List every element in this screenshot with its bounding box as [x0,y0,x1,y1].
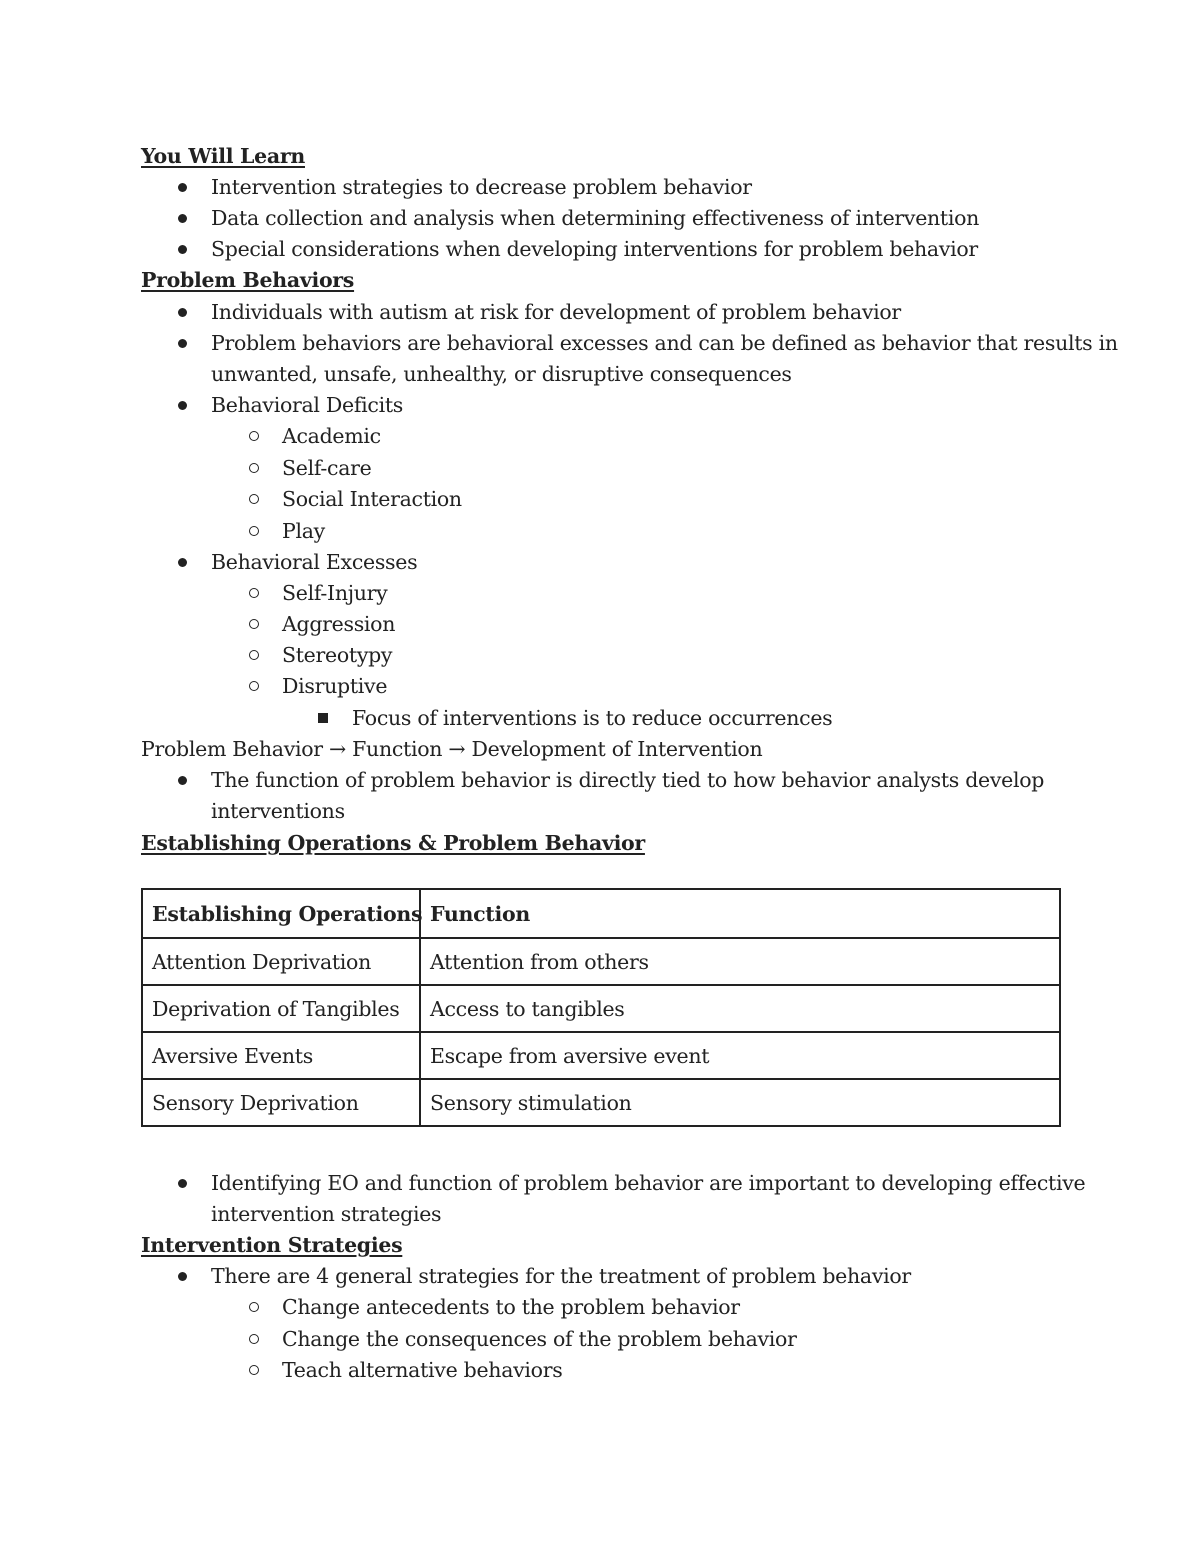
sub-list-item: Social Interaction [282,487,462,511]
list-item: Intervention strategies to decrease problem behavior [211,175,752,199]
bullet-disc-icon [178,558,187,567]
list-item: Behavioral Deficits [211,393,404,417]
list-item-continuation: unwanted, unsafe, unhealthy, or disruptive consequences [211,362,792,386]
sub-list-item: Disruptive [282,674,388,698]
table-row [142,938,1060,985]
table-cell: Sensory Deprivation [142,1079,420,1126]
table-row [142,985,1060,1032]
table-header-cell: Function [420,889,1060,938]
bullet-circle-icon [249,650,259,660]
table-cell: Sensory stimulation [420,1079,1060,1126]
sub-list-item: Change the consequences of the problem behavior [282,1327,797,1351]
table-cell: Access to tangibles [420,985,1060,1032]
list-item: Problem behaviors are behavioral excesses and can be defined as behavior that results in [211,331,1118,355]
sub-list-item: Change antecedents to the problem behavior [282,1295,740,1319]
table-row [142,1032,1060,1079]
bullet-square-icon [318,713,328,723]
bullet-disc-icon [178,1179,187,1188]
table-cell: Attention from others [420,938,1060,985]
bullet-disc-icon [178,1272,187,1281]
sub-list-item: Self-care [282,456,372,480]
list-item: Data collection and analysis when determining effectiveness of intervention [211,206,980,230]
sub-list-item: Stereotypy [282,643,393,667]
list-item: The function of problem behavior is directly tied to how behavior analysts develop [211,768,1045,792]
table-header-cell: Establishing Operations [142,889,420,938]
list-item: Identifying EO and function of problem behavior are important to developing effective [211,1171,1086,1195]
bullet-disc-icon [178,308,187,317]
eo-function-table [141,888,1061,1127]
bullet-circle-icon [249,619,259,629]
table-cell: Deprivation of Tangibles [142,985,420,1032]
sub-list-item: Self-Injury [282,581,388,605]
list-item-continuation: intervention strategies [211,1202,442,1226]
sub-sub-list-item: Focus of interventions is to reduce occurrences [352,706,833,730]
list-item: Behavioral Excesses [211,550,418,574]
table-row [142,1079,1060,1126]
list-item: Special considerations when developing interventions for problem behavior [211,237,978,261]
bullet-disc-icon [178,214,187,223]
heading-problem-behaviors: Problem Behaviors [141,268,355,292]
sub-list-item: Academic [282,424,381,448]
bullet-disc-icon [178,776,187,785]
function-flow-line: Problem Behavior → Function → Development of Intervention [141,737,763,761]
bullet-circle-icon [249,463,259,473]
table-cell: Aversive Events [142,1032,420,1079]
sub-list-item: Aggression [282,612,396,636]
table-cell: Attention Deprivation [142,938,420,985]
list-item: There are 4 general strategies for the treatment of problem behavior [211,1264,911,1288]
bullet-circle-icon [249,431,259,441]
heading-you-will-learn: You Will Learn [141,144,305,168]
bullet-disc-icon [178,183,187,192]
bullet-disc-icon [178,401,187,410]
table-header-row [142,889,1060,938]
bullet-circle-icon [249,681,259,691]
bullet-circle-icon [249,1365,259,1375]
bullet-disc-icon [178,245,187,254]
bullet-circle-icon [249,588,259,598]
sub-list-item: Teach alternative behaviors [282,1358,563,1382]
bullet-disc-icon [178,339,187,348]
sub-list-item: Play [282,519,325,543]
bullet-circle-icon [249,1334,259,1344]
bullet-circle-icon [249,494,259,504]
list-item-continuation: interventions [211,799,345,823]
bullet-circle-icon [249,526,259,536]
bullet-circle-icon [249,1302,259,1312]
table-cell: Escape from aversive event [420,1032,1060,1079]
heading-establishing-operations: Establishing Operations & Problem Behavior [141,831,645,855]
heading-intervention-strategies: Intervention Strategies [141,1233,403,1257]
list-item: Individuals with autism at risk for development of problem behavior [211,300,901,324]
